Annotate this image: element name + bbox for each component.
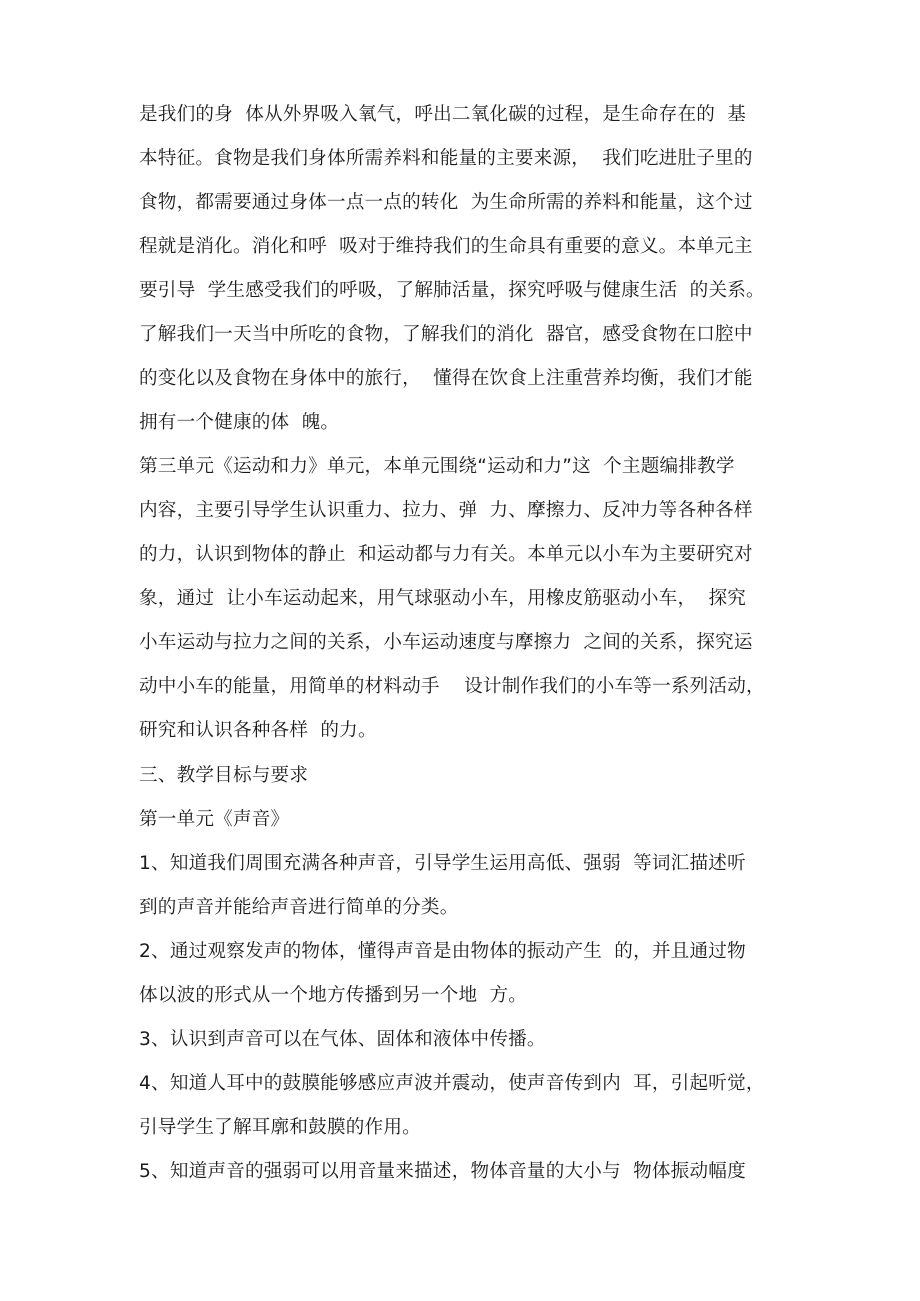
text-line: 小车运动与拉力之间的关系，小车运动速度与摩擦力 之间的关系，探究运 (139, 632, 753, 653)
text-line: 到的声音并能给声音进行简单的分类。 (139, 897, 459, 918)
text-line: 是我们的身 体从外界吸入氧气，呼出二氧化碳的过程，是生命存在的 基 (139, 104, 747, 125)
section-heading: 三、教学目标与要求 (139, 765, 309, 786)
text-line: 拥有一个健康的体 魄。 (139, 412, 340, 433)
list-item: 3、认识到声音可以在气体、固体和液体中传播。 (139, 1029, 546, 1050)
text-line: 象，通过 让小车运动起来，用气球驱动小车，用橡皮筋驱动小车， 探究 (139, 588, 747, 609)
text-line: 的变化以及食物在身体中的旅行， 懂得在饮食上注重营养均衡，我们才能 (139, 368, 753, 389)
text-line: 体以波的形式从一个地方传播到另一个地 方。 (139, 985, 528, 1006)
list-item: 5、知道声音的强弱可以用音量来描述，物体音量的大小与 物体振动幅度 (139, 1161, 746, 1182)
text-line: 内容，主要引导学生认识重力、拉力、弹 力、摩擦力、反冲力等各种各样 (139, 500, 753, 521)
unit-heading: 第一单元《声音》 (139, 809, 290, 830)
list-item: 2、通过观察发声的物体，懂得声音是由物体的振动产生 的，并且通过物 (139, 941, 746, 962)
section-paragraph-start: 第三单元《运动和力》单元，本单元围绕“运动和力”这 个主题编排教学 (139, 456, 735, 477)
text-line: 程就是消化。消化和呼 吸对于维持我们的生命具有重要的意义。本单元主 (139, 236, 753, 257)
text-line: 本特征。食物是我们身体所需养料和能量的主要来源， 我们吃进肚子里的 (139, 148, 753, 169)
list-item: 4、知道人耳中的鼓膜能够感应声波并震动，使声音传到内 耳，引起听觉， (139, 1073, 765, 1094)
text-line: 引导学生了解耳廓和鼓膜的作用。 (139, 1117, 421, 1138)
text-line: 的力，认识到物体的静止 和运动都与力有关。本单元以小车为主要研究对 (139, 544, 753, 565)
text-line: 要引导 学生感受我们的呼吸，了解肺活量，探究呼吸与健康生活 的关系。 (139, 280, 765, 301)
text-line: 动中小车的能量，用简单的材料动手 设计制作我们的小车等一系列活动， (139, 676, 765, 697)
text-line: 食物，都需要通过身体一点一点的转化 为生命所需的养料和能量，这个过 (139, 192, 753, 213)
text-line: 了解我们一天当中所吃的食物，了解我们的消化 器官，感受食物在口腔中 (139, 324, 753, 345)
text-line: 研究和认识各种各样 的力。 (139, 720, 377, 741)
list-item: 1、知道我们周围充满各种声音，引导学生运用高低、强弱 等词汇描述听 (139, 853, 746, 874)
